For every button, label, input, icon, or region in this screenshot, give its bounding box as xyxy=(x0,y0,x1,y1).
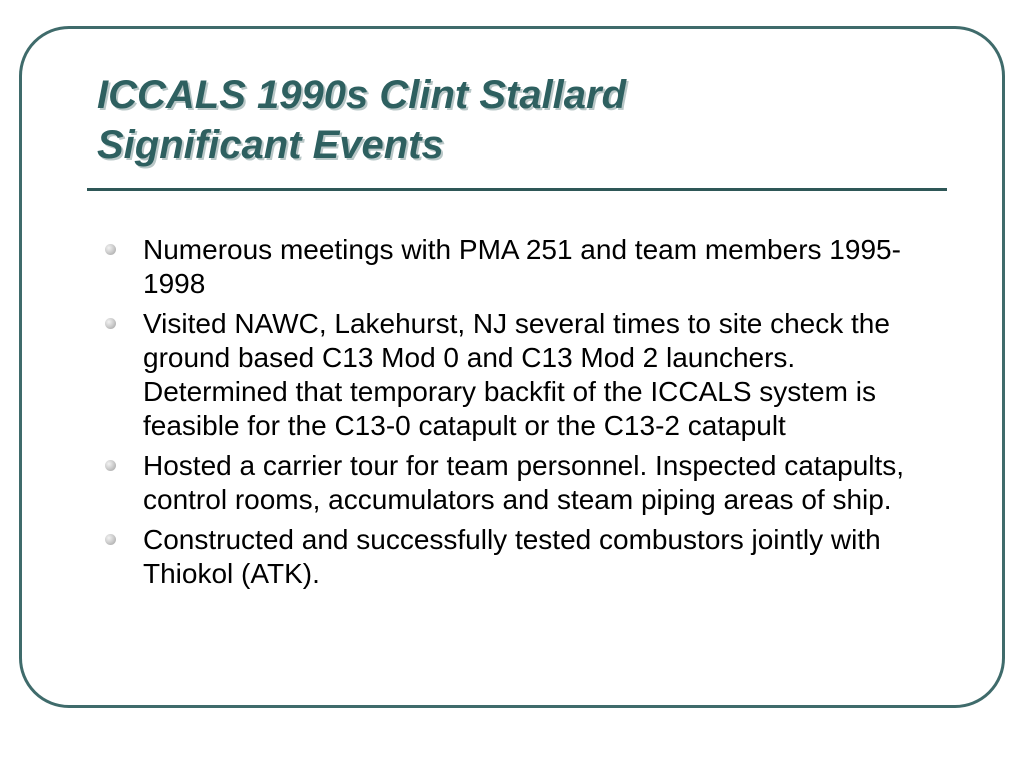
bullet-dot-icon xyxy=(105,534,116,545)
bullet-text: Numerous meetings with PMA 251 and team members 1995-1998 xyxy=(143,234,901,299)
bullet-text: Constructed and successfully tested combustors jointly with Thiokol (ATK). xyxy=(143,524,881,589)
bullet-item xyxy=(143,307,913,443)
slide-title: ICCALS 1990s Clint Stallard Significant Events xyxy=(97,73,627,167)
bullet-dot-icon xyxy=(105,318,116,329)
bullet-item xyxy=(143,233,913,301)
title-divider xyxy=(87,188,947,191)
bullet-dot-icon xyxy=(105,244,116,255)
bullet-list xyxy=(143,233,913,597)
bullet-text: Visited NAWC, Lakehurst, NJ several times to site check the ground based C13 Mod 0 and C13 Mod 2 launchers. Determined that temporary backfit of the ICCALS system is feasible for the C13-0 catapult or the C13-2 catapult xyxy=(143,308,890,441)
bullet-item xyxy=(143,449,913,517)
bullet-text: Hosted a carrier tour for team personnel. Inspected catapults, control rooms, accumulators and steam piping areas of ship. xyxy=(143,450,905,515)
bullet-dot-icon xyxy=(105,460,116,471)
bullet-item xyxy=(143,523,913,591)
